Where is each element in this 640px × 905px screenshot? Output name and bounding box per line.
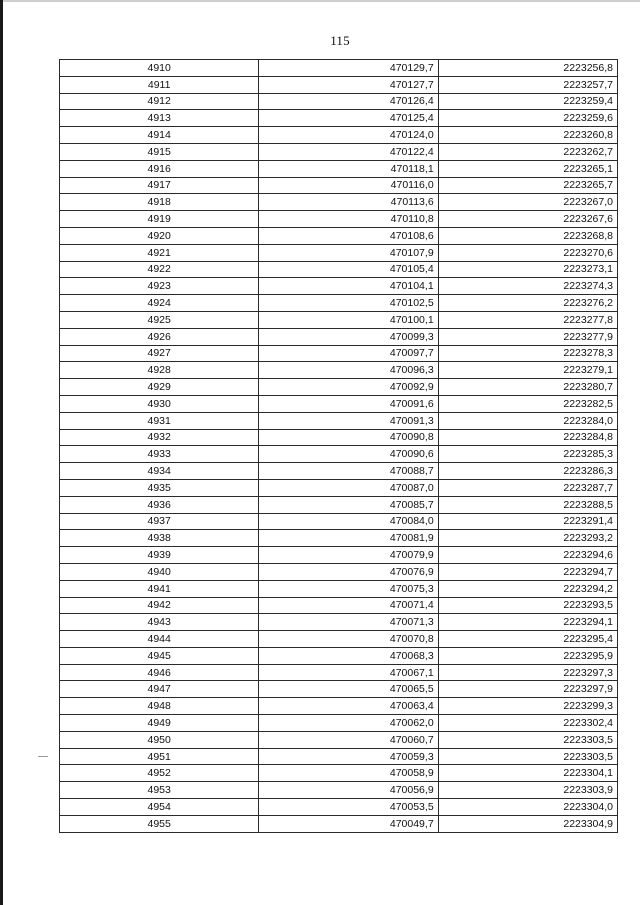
table-row xyxy=(60,76,618,93)
point-number-cell: 4955 xyxy=(60,815,259,832)
table-row xyxy=(60,698,618,715)
y-coordinate-cell: 2223267,0 xyxy=(438,194,617,211)
y-coordinate-cell: 2223259,6 xyxy=(438,110,617,127)
scan-left-edge xyxy=(0,0,3,905)
y-coordinate-cell: 2223304,0 xyxy=(438,799,617,816)
point-number-cell: 4942 xyxy=(60,597,259,614)
y-coordinate-cell: 2223303,9 xyxy=(438,782,617,799)
x-coordinate-cell: 470088,7 xyxy=(259,463,438,480)
table-row xyxy=(60,395,618,412)
y-coordinate-cell: 2223288,5 xyxy=(438,496,617,513)
coordinates-table xyxy=(59,59,618,833)
table-row xyxy=(60,799,618,816)
point-number-cell: 4918 xyxy=(60,194,259,211)
table-row xyxy=(60,177,618,194)
x-coordinate-cell: 470049,7 xyxy=(259,815,438,832)
table-row xyxy=(60,479,618,496)
x-coordinate-cell: 470068,3 xyxy=(259,647,438,664)
y-coordinate-cell: 2223294,7 xyxy=(438,563,617,580)
table-row xyxy=(60,278,618,295)
point-number-cell: 4921 xyxy=(60,244,259,261)
table-row xyxy=(60,412,618,429)
table-row xyxy=(60,664,618,681)
point-number-cell: 4951 xyxy=(60,748,259,765)
y-coordinate-cell: 2223278,3 xyxy=(438,345,617,362)
x-coordinate-cell: 470084,0 xyxy=(259,513,438,530)
y-coordinate-cell: 2223304,1 xyxy=(438,765,617,782)
y-coordinate-cell: 2223297,9 xyxy=(438,681,617,698)
y-coordinate-cell: 2223259,4 xyxy=(438,93,617,110)
point-number-cell: 4938 xyxy=(60,530,259,547)
x-coordinate-cell: 470096,3 xyxy=(259,362,438,379)
point-number-cell: 4916 xyxy=(60,160,259,177)
page-number: 115 xyxy=(330,33,350,48)
y-coordinate-cell: 2223270,6 xyxy=(438,244,617,261)
coordinates-table-body xyxy=(60,60,618,833)
x-coordinate-cell: 470065,5 xyxy=(259,681,438,698)
x-coordinate-cell: 470129,7 xyxy=(259,60,438,77)
y-coordinate-cell: 2223302,4 xyxy=(438,715,617,732)
table-row xyxy=(60,110,618,127)
table-row xyxy=(60,429,618,446)
table-row xyxy=(60,647,618,664)
x-coordinate-cell: 470110,8 xyxy=(259,211,438,228)
y-coordinate-cell: 2223303,5 xyxy=(438,731,617,748)
table-row xyxy=(60,715,618,732)
point-number-cell: 4947 xyxy=(60,681,259,698)
table-row xyxy=(60,211,618,228)
scan-top-edge xyxy=(0,0,640,2)
y-coordinate-cell: 2223279,1 xyxy=(438,362,617,379)
table-row xyxy=(60,93,618,110)
table-row xyxy=(60,547,618,564)
table-row xyxy=(60,261,618,278)
point-number-cell: 4934 xyxy=(60,463,259,480)
table-row xyxy=(60,563,618,580)
table-row xyxy=(60,60,618,77)
point-number-cell: 4915 xyxy=(60,143,259,160)
x-coordinate-cell: 470108,6 xyxy=(259,227,438,244)
x-coordinate-cell: 470091,3 xyxy=(259,412,438,429)
table-row xyxy=(60,614,618,631)
y-coordinate-cell: 2223262,7 xyxy=(438,143,617,160)
table-row xyxy=(60,765,618,782)
point-number-cell: 4913 xyxy=(60,110,259,127)
y-coordinate-cell: 2223299,3 xyxy=(438,698,617,715)
table-row xyxy=(60,597,618,614)
point-number-cell: 4941 xyxy=(60,580,259,597)
y-coordinate-cell: 2223277,8 xyxy=(438,311,617,328)
table-row xyxy=(60,379,618,396)
table-row xyxy=(60,513,618,530)
x-coordinate-cell: 470122,4 xyxy=(259,143,438,160)
x-coordinate-cell: 470085,7 xyxy=(259,496,438,513)
x-coordinate-cell: 470071,3 xyxy=(259,614,438,631)
table-row xyxy=(60,328,618,345)
point-number-cell: 4926 xyxy=(60,328,259,345)
y-coordinate-cell: 2223293,5 xyxy=(438,597,617,614)
table-row xyxy=(60,446,618,463)
x-coordinate-cell: 470102,5 xyxy=(259,295,438,312)
x-coordinate-cell: 470062,0 xyxy=(259,715,438,732)
x-coordinate-cell: 470070,8 xyxy=(259,631,438,648)
point-number-cell: 4953 xyxy=(60,782,259,799)
y-coordinate-cell: 2223274,3 xyxy=(438,278,617,295)
table-row xyxy=(60,496,618,513)
point-number-cell: 4932 xyxy=(60,429,259,446)
x-coordinate-cell: 470056,9 xyxy=(259,782,438,799)
point-number-cell: 4923 xyxy=(60,278,259,295)
y-coordinate-cell: 2223297,3 xyxy=(438,664,617,681)
point-number-cell: 4924 xyxy=(60,295,259,312)
x-coordinate-cell: 470081,9 xyxy=(259,530,438,547)
x-coordinate-cell: 470063,4 xyxy=(259,698,438,715)
table-row xyxy=(60,160,618,177)
point-number-cell: 4912 xyxy=(60,93,259,110)
point-number-cell: 4940 xyxy=(60,563,259,580)
y-coordinate-cell: 2223291,4 xyxy=(438,513,617,530)
x-coordinate-cell: 470113,6 xyxy=(259,194,438,211)
point-number-cell: 4944 xyxy=(60,631,259,648)
y-coordinate-cell: 2223265,1 xyxy=(438,160,617,177)
point-number-cell: 4911 xyxy=(60,76,259,93)
table-row xyxy=(60,463,618,480)
table-row xyxy=(60,530,618,547)
y-coordinate-cell: 2223293,2 xyxy=(438,530,617,547)
y-coordinate-cell: 2223285,3 xyxy=(438,446,617,463)
y-coordinate-cell: 2223304,9 xyxy=(438,815,617,832)
x-coordinate-cell: 470059,3 xyxy=(259,748,438,765)
y-coordinate-cell: 2223286,3 xyxy=(438,463,617,480)
y-coordinate-cell: 2223256,8 xyxy=(438,60,617,77)
y-coordinate-cell: 2223276,2 xyxy=(438,295,617,312)
point-number-cell: 4943 xyxy=(60,614,259,631)
point-number-cell: 4920 xyxy=(60,227,259,244)
table-row xyxy=(60,631,618,648)
y-coordinate-cell: 2223277,9 xyxy=(438,328,617,345)
point-number-cell: 4939 xyxy=(60,547,259,564)
point-number-cell: 4917 xyxy=(60,177,259,194)
y-coordinate-cell: 2223284,0 xyxy=(438,412,617,429)
x-coordinate-cell: 470105,4 xyxy=(259,261,438,278)
y-coordinate-cell: 2223265,7 xyxy=(438,177,617,194)
point-number-cell: 4910 xyxy=(60,60,259,77)
table-row xyxy=(60,244,618,261)
y-coordinate-cell: 2223303,5 xyxy=(438,748,617,765)
y-coordinate-cell: 2223280,7 xyxy=(438,379,617,396)
x-coordinate-cell: 470060,7 xyxy=(259,731,438,748)
x-coordinate-cell: 470091,6 xyxy=(259,395,438,412)
table-row xyxy=(60,748,618,765)
table-row xyxy=(60,227,618,244)
table-row xyxy=(60,782,618,799)
x-coordinate-cell: 470125,4 xyxy=(259,110,438,127)
x-coordinate-cell: 470071,4 xyxy=(259,597,438,614)
y-coordinate-cell: 2223294,6 xyxy=(438,547,617,564)
x-coordinate-cell: 470097,7 xyxy=(259,345,438,362)
x-coordinate-cell: 470100,1 xyxy=(259,311,438,328)
y-coordinate-cell: 2223294,1 xyxy=(438,614,617,631)
x-coordinate-cell: 470067,1 xyxy=(259,664,438,681)
table-row xyxy=(60,815,618,832)
point-number-cell: 4928 xyxy=(60,362,259,379)
table-row xyxy=(60,295,618,312)
x-coordinate-cell: 470099,3 xyxy=(259,328,438,345)
y-coordinate-cell: 2223268,8 xyxy=(438,227,617,244)
y-coordinate-cell: 2223267,6 xyxy=(438,211,617,228)
point-number-cell: 4931 xyxy=(60,412,259,429)
table-row xyxy=(60,127,618,144)
table-row xyxy=(60,362,618,379)
point-number-cell: 4946 xyxy=(60,664,259,681)
x-coordinate-cell: 470116,0 xyxy=(259,177,438,194)
x-coordinate-cell: 470087,0 xyxy=(259,479,438,496)
x-coordinate-cell: 470124,0 xyxy=(259,127,438,144)
point-number-cell: 4930 xyxy=(60,395,259,412)
x-coordinate-cell: 470126,4 xyxy=(259,93,438,110)
point-number-cell: 4929 xyxy=(60,379,259,396)
point-number-cell: 4919 xyxy=(60,211,259,228)
point-number-cell: 4927 xyxy=(60,345,259,362)
table-row xyxy=(60,311,618,328)
table-row xyxy=(60,143,618,160)
x-coordinate-cell: 470053,5 xyxy=(259,799,438,816)
point-number-cell: 4936 xyxy=(60,496,259,513)
x-coordinate-cell: 470090,8 xyxy=(259,429,438,446)
point-number-cell: 4949 xyxy=(60,715,259,732)
table-row xyxy=(60,580,618,597)
point-number-cell: 4935 xyxy=(60,479,259,496)
x-coordinate-cell: 470058,9 xyxy=(259,765,438,782)
y-coordinate-cell: 2223273,1 xyxy=(438,261,617,278)
point-number-cell: 4952 xyxy=(60,765,259,782)
y-coordinate-cell: 2223295,4 xyxy=(438,631,617,648)
y-coordinate-cell: 2223287,7 xyxy=(438,479,617,496)
table-row xyxy=(60,194,618,211)
point-number-cell: 4933 xyxy=(60,446,259,463)
table-row xyxy=(60,681,618,698)
margin-mark xyxy=(38,756,48,757)
y-coordinate-cell: 2223282,5 xyxy=(438,395,617,412)
point-number-cell: 4954 xyxy=(60,799,259,816)
point-number-cell: 4925 xyxy=(60,311,259,328)
x-coordinate-cell: 470118,1 xyxy=(259,160,438,177)
table-row xyxy=(60,345,618,362)
x-coordinate-cell: 470127,7 xyxy=(259,76,438,93)
x-coordinate-cell: 470079,9 xyxy=(259,547,438,564)
x-coordinate-cell: 470090,6 xyxy=(259,446,438,463)
y-coordinate-cell: 2223294,2 xyxy=(438,580,617,597)
point-number-cell: 4914 xyxy=(60,127,259,144)
point-number-cell: 4948 xyxy=(60,698,259,715)
y-coordinate-cell: 2223260,8 xyxy=(438,127,617,144)
x-coordinate-cell: 470104,1 xyxy=(259,278,438,295)
y-coordinate-cell: 2223257,7 xyxy=(438,76,617,93)
point-number-cell: 4922 xyxy=(60,261,259,278)
point-number-cell: 4937 xyxy=(60,513,259,530)
x-coordinate-cell: 470075,3 xyxy=(259,580,438,597)
x-coordinate-cell: 470107,9 xyxy=(259,244,438,261)
x-coordinate-cell: 470076,9 xyxy=(259,563,438,580)
y-coordinate-cell: 2223295,9 xyxy=(438,647,617,664)
point-number-cell: 4950 xyxy=(60,731,259,748)
point-number-cell: 4945 xyxy=(60,647,259,664)
table-row xyxy=(60,731,618,748)
y-coordinate-cell: 2223284,8 xyxy=(438,429,617,446)
x-coordinate-cell: 470092,9 xyxy=(259,379,438,396)
